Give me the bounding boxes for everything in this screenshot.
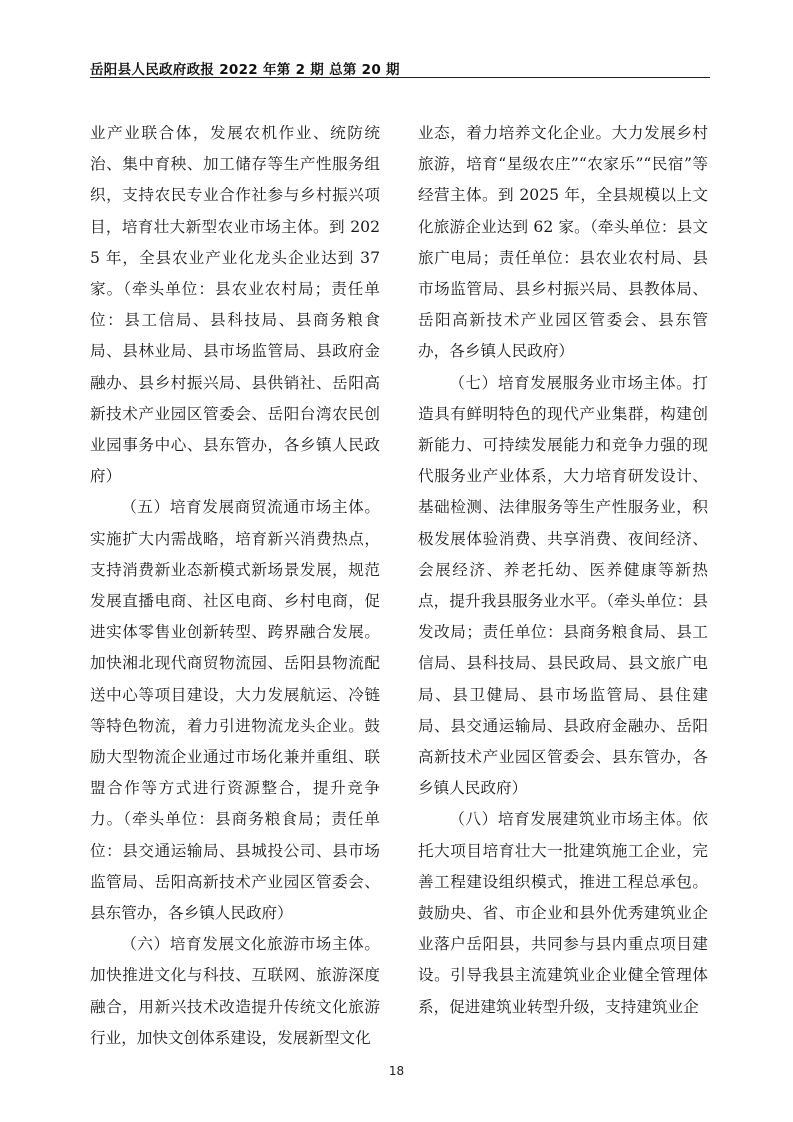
right-paragraph: 业态，着力培养文化企业。大力发展乡村旅游，培育“星级农庄”“农家乐”“民宿”等经营主体。到 2025 年，全县规模以上文化旅游企业达到 62 家。（牵头单位：县文旅广电局；责任单位：县农业农村局、县市场监管局、县乡村振兴局、县教体局、岳阳高新技术产业园区管委会、县东管办，各乡镇人民政府） [418, 124, 708, 361]
left-paragraph: （五）培育发展商贸流通市场主体。实施扩大内需战略，培育新兴消费热点，支持消费新业态新模式新场景发展，规范发展直播电商、社区电商、乡村电商，促进实体零售业创新转型、跨界融合发展。加快湘北现代商贸物流园、岳阳县物流配送中心等项目建设，大力发展航运、冷链等特色物流，着力引进物流龙头企业。鼓励大型物流企业通过市场化兼并重组、联盟合作等方式进行资源整合，提升竞争力。（牵头单位：县商务粮食局；责任单位：县交通运输局、县城投公司、县市场监管局、岳阳高新技术产业园区管委会、县东管办，各乡镇人民政府） [90, 498, 380, 923]
left-paragraph: （六）培育发展文化旅游市场主体。加快推进文化与科技、互联网、旅游深度融合，用新兴技术改造提升传统文化旅游行业，加快文创体系建设，发展新型文化 [90, 935, 380, 1047]
right-paragraph: （八）培育发展建筑业市场主体。依托大项目培育壮大一批建筑施工企业，完善工程建设组织模式，推进工程总承包。鼓励央、省、市企业和县外优秀建筑业企业落户岳阳县，共同参与县内重点项目建设。引导我县主流建筑业企业健全管理体系，促进建筑业转型升级，支持建筑业企 [418, 810, 708, 1016]
left-column [90, 118, 380, 1054]
header-divider [90, 77, 710, 78]
page-number: 18 [388, 1064, 405, 1078]
right-paragraph: （七）培育发展服务业市场主体。打造具有鲜明特色的现代产业集群，构建创新能力、可持续发展能力和竞争力强的现代服务业产业体系，大力培育研发设计、基础检测、法律服务等生产性服务业，积极发展体验消费、共享消费、夜间经济、会展经济、养老托幼、医养健康等新热点，提升我县服务业水平。（牵头单位：县发改局；责任单位：县商务粮食局、县工信局、县科技局、县民政局、县文旅广电局、县卫健局、县市场监管局、县住建局、县交通运输局、县政府金融办、岳阳高新技术产业园区管委会、县东管办，各乡镇人民政府） [418, 373, 708, 798]
right-column [418, 118, 708, 1023]
header-title: 岳阳县人民政府政报 2022 年第 2 期 总第 20 期 [90, 62, 400, 78]
left-paragraph: 业产业联合体，发展农机作业、统防统治、集中育秧、加工储存等生产性服务组织，支持农民专业合作社参与乡村振兴项目，培育壮大新型农业市场主体。到 2025 年，全县农业产业化龙头企业达到 37 家。（牵头单位：县农业农村局；责任单位：县工信局、县科技局、县商务粮食局、县林业局、县市场监管局、县政府金融办、县乡村振兴局、县供销社、岳阳高新技术产业园区管委会、岳阳台湾农民创业园事务中心、县东管办，各乡镇人民政府） [90, 124, 380, 486]
